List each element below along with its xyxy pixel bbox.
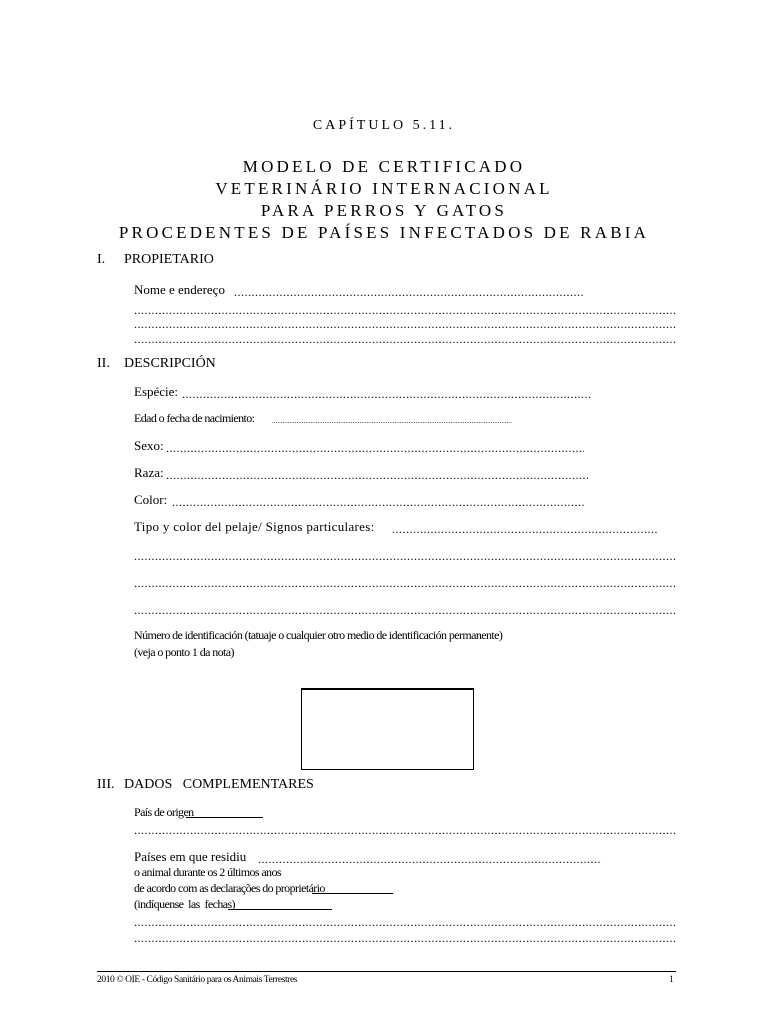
coat-line-3[interactable] xyxy=(134,602,676,618)
chapter-heading: CAPÍTULO 5.11. xyxy=(312,118,456,133)
color-field[interactable] xyxy=(172,494,584,510)
section-3-title: DADOS COMPLEMENTARES xyxy=(124,777,314,792)
identification-box[interactable] xyxy=(301,688,474,770)
residence-countries-field[interactable] xyxy=(258,851,602,867)
color-label: Color: xyxy=(134,492,168,507)
origin-country-label: País de origen xyxy=(134,805,194,819)
owner-declaration-label: de acordo com as declarações do proprietário xyxy=(134,881,325,895)
footer-divider xyxy=(97,971,676,972)
breed-field[interactable] xyxy=(166,467,588,483)
origin-country-field[interactable] xyxy=(186,817,263,818)
id-number-note: (veja o ponto 1 da nota) xyxy=(134,645,234,659)
coat-line-1[interactable] xyxy=(134,548,676,564)
section-3-number: III. xyxy=(97,777,115,792)
owner-address-line-2[interactable] xyxy=(134,316,676,332)
origin-country-line[interactable] xyxy=(134,822,676,838)
title-line-1: MODELO DE CERTIFICADO xyxy=(242,157,526,176)
footer-copyright: 2010 © OIE - Código Sanitário para os Animais Terrestres xyxy=(97,975,298,985)
coat-label: Tipo y color del pelaje/ Signos particulares: xyxy=(134,519,375,534)
birthdate-label: Edad o fecha de nacimiento: xyxy=(134,411,255,425)
coat-field[interactable] xyxy=(392,521,658,537)
owner-declaration-field[interactable] xyxy=(312,893,393,894)
dates-label: (indíquense las fechas) xyxy=(134,897,235,911)
dates-field[interactable] xyxy=(228,909,332,910)
section-1-title: PROPIETARIO xyxy=(124,252,214,267)
owner-name-label: Nome e endereço xyxy=(134,282,225,297)
id-number-label: Número de identificación (tatuaje o cualquier otro medio de identificación permanente) xyxy=(134,628,503,642)
section-1-number: I. xyxy=(97,252,106,267)
residence-countries-label: Países em que residiu xyxy=(134,849,247,864)
sex-field[interactable] xyxy=(166,440,584,456)
species-field[interactable] xyxy=(182,386,590,402)
section-2-number: II. xyxy=(97,356,110,371)
title-line-4: PROCEDENTES DE PAÍSES INFECTADOS DE RABIA xyxy=(118,223,650,242)
birthdate-field[interactable] xyxy=(272,413,512,429)
title-line-3: PARA PERROS Y GATOS xyxy=(260,201,508,220)
owner-name-field[interactable] xyxy=(234,284,584,300)
coat-line-2[interactable] xyxy=(134,575,676,591)
title-line-2: VETERINÁRIO INTERNACIONAL xyxy=(215,179,553,198)
breed-label: Raza: xyxy=(134,465,164,480)
section-2-title: DESCRIPCIÓN xyxy=(124,356,216,371)
owner-address-line-3[interactable] xyxy=(134,331,676,347)
page-number: 1 xyxy=(669,975,674,985)
sex-label: Sexo: xyxy=(134,438,164,453)
residence-line-1[interactable] xyxy=(134,914,676,930)
species-label: Espécie: xyxy=(134,384,179,399)
residence-period-label: o animal durante os 2 últimos anos xyxy=(134,865,281,879)
residence-line-2[interactable] xyxy=(134,930,676,946)
